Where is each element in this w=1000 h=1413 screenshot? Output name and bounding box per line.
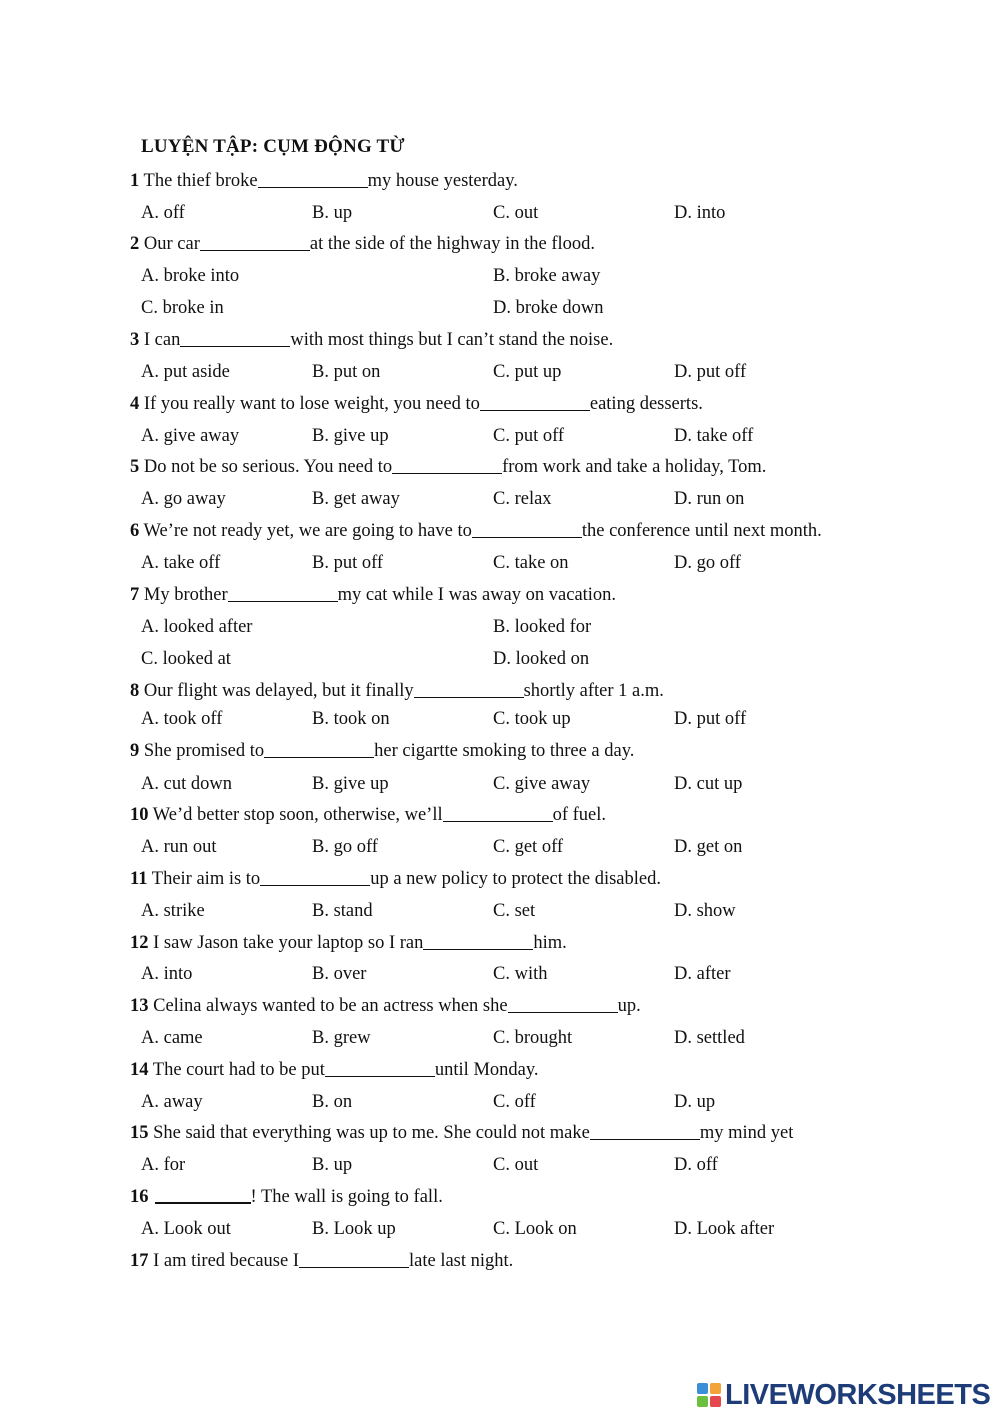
brand-name: LIVEWORKSHEETS bbox=[725, 1379, 991, 1411]
question-3 bbox=[130, 329, 613, 351]
option-12-d[interactable]: D. after bbox=[674, 964, 731, 984]
question-text-after: up. bbox=[617, 996, 641, 1016]
option-1-c[interactable]: C. out bbox=[493, 203, 539, 223]
option-6-b[interactable]: B. put off bbox=[312, 553, 384, 573]
question-number: 14 bbox=[130, 1060, 149, 1080]
option-11-b[interactable]: B. stand bbox=[312, 901, 373, 921]
option-13-a[interactable]: A. came bbox=[141, 1028, 203, 1048]
answer-blank[interactable] bbox=[423, 933, 533, 950]
question-text-after: ! The wall is going to fall. bbox=[250, 1187, 443, 1207]
question-text-after: my cat while I was away on vacation. bbox=[337, 585, 617, 605]
option-1-d[interactable]: D. into bbox=[674, 203, 726, 223]
option-15-c[interactable]: C. out bbox=[493, 1155, 539, 1175]
question-text-after: until Monday. bbox=[434, 1060, 539, 1080]
option-9-a[interactable]: A. cut down bbox=[141, 774, 232, 794]
option-9-b[interactable]: B. give up bbox=[312, 774, 389, 794]
question-text-after: her cigartte smoking to three a day. bbox=[374, 741, 635, 761]
question-text-before: Their aim is to bbox=[147, 869, 261, 889]
option-12-c[interactable]: C. with bbox=[493, 964, 548, 984]
option-13-d[interactable]: D. settled bbox=[674, 1028, 745, 1048]
question-12 bbox=[130, 932, 567, 954]
question-number: 12 bbox=[130, 933, 149, 953]
question-text-before: I am tired because I bbox=[148, 1251, 299, 1271]
question-number: 9 bbox=[130, 741, 140, 761]
question-text-before: We’d better stop soon, otherwise, we’ll bbox=[148, 805, 443, 825]
option-8-a[interactable]: A. took off bbox=[141, 709, 223, 729]
option-3-c[interactable]: C. put up bbox=[493, 362, 562, 382]
answer-blank[interactable] bbox=[260, 869, 370, 886]
question-text-before: She said that everything was up to me. She could not make bbox=[148, 1123, 590, 1143]
option-14-d[interactable]: D. up bbox=[674, 1092, 716, 1112]
question-11 bbox=[130, 868, 661, 890]
question-number: 6 bbox=[130, 521, 140, 541]
option-10-b[interactable]: B. go off bbox=[312, 837, 378, 857]
option-16-a[interactable]: A. Look out bbox=[141, 1219, 231, 1239]
option-12-b[interactable]: B. over bbox=[312, 964, 367, 984]
option-15-b[interactable]: B. up bbox=[312, 1155, 353, 1175]
worksheet-title: LUYỆN TẬP: CỤM ĐỘNG TỪ bbox=[141, 136, 405, 157]
question-number: 4 bbox=[130, 394, 140, 414]
answer-blank[interactable] bbox=[325, 1060, 435, 1077]
option-8-d[interactable]: D. put off bbox=[674, 709, 747, 729]
question-number: 17 bbox=[130, 1251, 149, 1271]
option-7-c[interactable]: C. looked at bbox=[141, 649, 231, 669]
question-4 bbox=[130, 393, 703, 415]
option-11-d[interactable]: D. show bbox=[674, 901, 736, 921]
option-5-d[interactable]: D. run on bbox=[674, 489, 745, 509]
option-8-c[interactable]: C. took up bbox=[493, 709, 571, 729]
question-text-before: Celina always wanted to be an actress when she bbox=[148, 996, 508, 1016]
question-7 bbox=[130, 584, 616, 606]
answer-blank[interactable] bbox=[414, 681, 524, 698]
option-10-a[interactable]: A. run out bbox=[141, 837, 217, 857]
option-15-a[interactable]: A. for bbox=[141, 1155, 186, 1175]
question-number: 5 bbox=[130, 457, 140, 477]
option-5-b[interactable]: B. get away bbox=[312, 489, 400, 509]
question-16 bbox=[130, 1186, 443, 1208]
question-text-before: The court had to be put bbox=[148, 1060, 325, 1080]
question-number: 10 bbox=[130, 805, 149, 825]
question-text-after: up a new policy to protect the disabled. bbox=[370, 869, 661, 889]
option-2-d[interactable]: D. broke down bbox=[493, 298, 604, 318]
question-text-after: my mind yet bbox=[699, 1123, 794, 1143]
question-number: 2 bbox=[130, 234, 140, 254]
answer-blank[interactable] bbox=[155, 1186, 251, 1204]
option-6-d[interactable]: D. go off bbox=[674, 553, 741, 573]
option-11-c[interactable]: C. set bbox=[493, 901, 536, 921]
question-13 bbox=[130, 995, 641, 1017]
question-text-before: We’re not ready yet, we are going to have to bbox=[139, 521, 472, 541]
option-15-d[interactable]: D. off bbox=[674, 1155, 718, 1175]
option-4-c[interactable]: C. put off bbox=[493, 426, 565, 446]
option-13-b[interactable]: B. grew bbox=[312, 1028, 371, 1048]
question-text-after: of fuel. bbox=[552, 805, 607, 825]
option-3-d[interactable]: D. put off bbox=[674, 362, 747, 382]
answer-blank[interactable] bbox=[508, 996, 618, 1013]
question-text-after: the conference until next month. bbox=[581, 521, 822, 541]
answer-blank[interactable] bbox=[264, 741, 374, 758]
logo-mark-icon bbox=[697, 1383, 721, 1407]
option-5-a[interactable]: A. go away bbox=[141, 489, 226, 509]
option-14-c[interactable]: C. off bbox=[493, 1092, 536, 1112]
question-1 bbox=[130, 170, 518, 192]
question-number: 13 bbox=[130, 996, 149, 1016]
question-number: 11 bbox=[130, 869, 148, 889]
option-14-b[interactable]: B. on bbox=[312, 1092, 353, 1112]
question-text-after: from work and take a holiday, Tom. bbox=[502, 457, 767, 477]
option-2-c[interactable]: C. broke in bbox=[141, 298, 224, 318]
question-2 bbox=[130, 233, 595, 255]
question-text-before: She promised to bbox=[139, 741, 265, 761]
option-10-c[interactable]: C. get off bbox=[493, 837, 564, 857]
option-5-c[interactable]: C. relax bbox=[493, 489, 552, 509]
option-10-d[interactable]: D. get on bbox=[674, 837, 743, 857]
option-7-b[interactable]: B. looked for bbox=[493, 617, 592, 637]
option-16-b[interactable]: B. Look up bbox=[312, 1219, 396, 1239]
option-16-d[interactable]: D. Look after bbox=[674, 1219, 775, 1239]
question-text-before: I can bbox=[139, 330, 181, 350]
option-3-a[interactable]: A. put aside bbox=[141, 362, 230, 382]
question-text-before: Our car bbox=[139, 234, 200, 254]
question-10 bbox=[130, 804, 606, 826]
option-14-a[interactable]: A. away bbox=[141, 1092, 203, 1112]
option-4-d[interactable]: D. take off bbox=[674, 426, 754, 446]
question-number: 16 bbox=[130, 1187, 149, 1207]
answer-blank[interactable] bbox=[200, 234, 310, 251]
option-2-b[interactable]: B. broke away bbox=[493, 266, 601, 286]
option-6-c[interactable]: C. take on bbox=[493, 553, 569, 573]
question-number: 3 bbox=[130, 330, 140, 350]
option-1-b[interactable]: B. up bbox=[312, 203, 353, 223]
option-2-a[interactable]: A. broke into bbox=[141, 266, 240, 286]
question-15 bbox=[130, 1122, 793, 1144]
question-number: 7 bbox=[130, 585, 140, 605]
question-6 bbox=[130, 520, 822, 542]
option-13-c[interactable]: C. brought bbox=[493, 1028, 573, 1048]
option-4-a[interactable]: A. give away bbox=[141, 426, 240, 446]
question-text-before: I saw Jason take your laptop so I ran bbox=[148, 933, 424, 953]
question-text-after: with most things but I can’t stand the noise. bbox=[290, 330, 614, 350]
option-12-a[interactable]: A. into bbox=[141, 964, 193, 984]
option-16-c[interactable]: C. Look on bbox=[493, 1219, 577, 1239]
question-text-before: If you really want to lose weight, you need to bbox=[139, 394, 480, 414]
question-5 bbox=[130, 456, 766, 478]
question-text-before: The thief broke bbox=[139, 171, 258, 191]
answer-blank[interactable] bbox=[443, 805, 553, 822]
question-9 bbox=[130, 740, 634, 762]
option-11-a[interactable]: A. strike bbox=[141, 901, 205, 921]
liveworksheets-logo bbox=[697, 1377, 990, 1413]
answer-blank[interactable] bbox=[590, 1123, 700, 1140]
answer-blank[interactable] bbox=[392, 457, 502, 474]
question-text-after: late last night. bbox=[409, 1251, 514, 1271]
question-17 bbox=[130, 1250, 513, 1272]
option-3-b[interactable]: B. put on bbox=[312, 362, 381, 382]
answer-blank[interactable] bbox=[480, 394, 590, 411]
question-text-after: my house yesterday. bbox=[367, 171, 518, 191]
question-number: 1 bbox=[130, 171, 140, 191]
answer-blank[interactable] bbox=[180, 330, 290, 347]
option-7-d[interactable]: D. looked on bbox=[493, 649, 590, 669]
option-7-a[interactable]: A. looked after bbox=[141, 617, 253, 637]
option-6-a[interactable]: A. take off bbox=[141, 553, 221, 573]
question-text-before: Our flight was delayed, but it finally bbox=[139, 681, 414, 701]
question-text-after: him. bbox=[533, 933, 567, 953]
question-number: 8 bbox=[130, 681, 140, 701]
option-4-b[interactable]: B. give up bbox=[312, 426, 389, 446]
option-9-c[interactable]: C. give away bbox=[493, 774, 591, 794]
question-14 bbox=[130, 1059, 539, 1081]
question-number: 15 bbox=[130, 1123, 149, 1143]
question-text-before: Do not be so serious. You need to bbox=[139, 457, 393, 477]
question-text-after: at the side of the highway in the flood. bbox=[309, 234, 596, 254]
answer-blank[interactable] bbox=[299, 1251, 409, 1268]
question-text-before: My brother bbox=[139, 585, 228, 605]
answer-blank[interactable] bbox=[472, 521, 582, 538]
option-1-a[interactable]: A. off bbox=[141, 203, 185, 223]
answer-blank[interactable] bbox=[258, 171, 368, 188]
option-9-d[interactable]: D. cut up bbox=[674, 774, 743, 794]
question-text-after: shortly after 1 a.m. bbox=[523, 681, 664, 701]
option-8-b[interactable]: B. took on bbox=[312, 709, 390, 729]
question-text-after: eating desserts. bbox=[589, 394, 703, 414]
answer-blank[interactable] bbox=[228, 585, 338, 602]
question-8 bbox=[130, 680, 664, 702]
